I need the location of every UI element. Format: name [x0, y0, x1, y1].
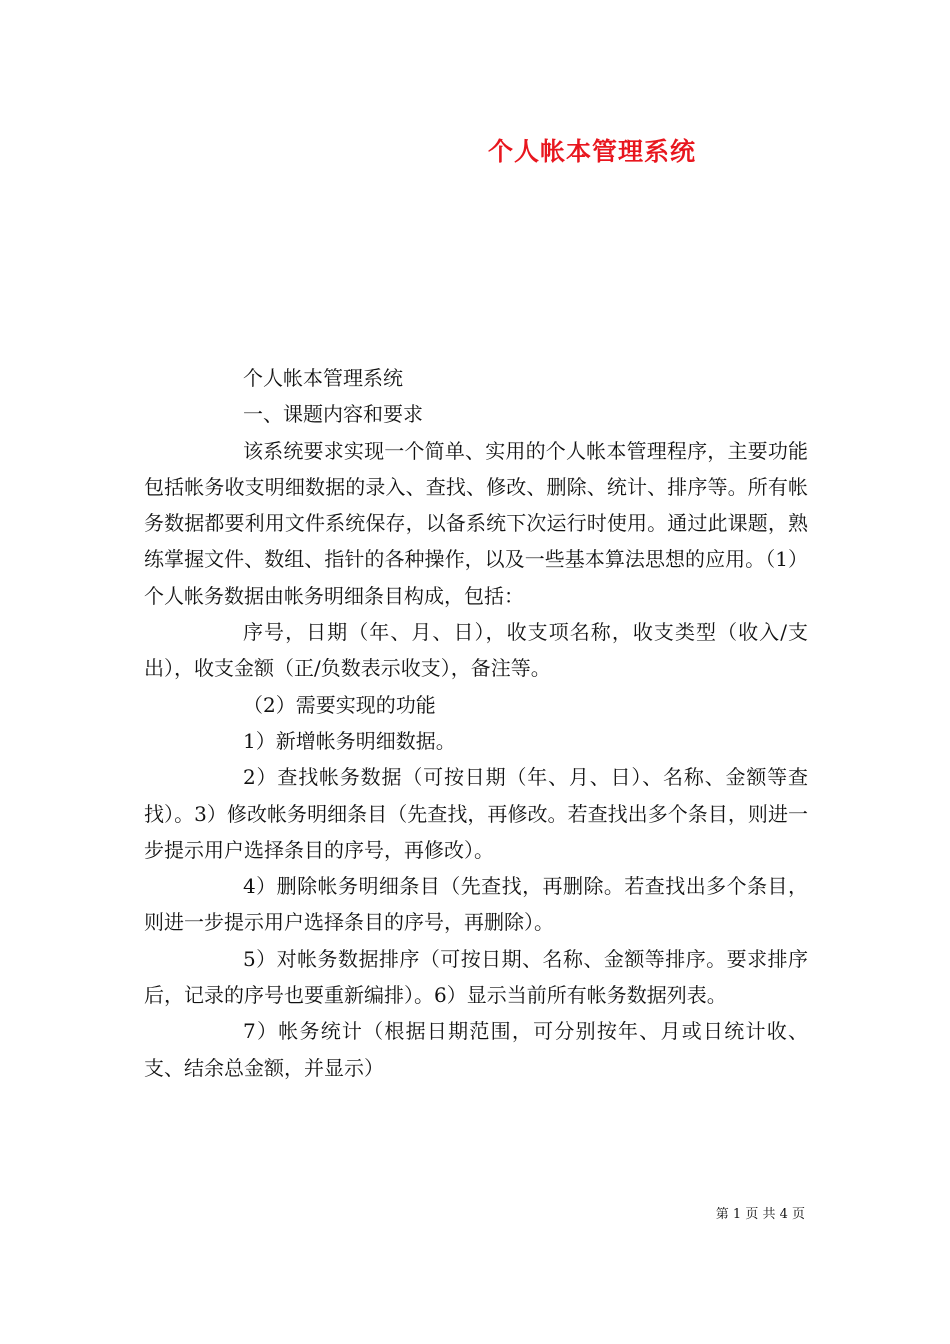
paragraph-function-7: 7）帐务统计（根据日期范围，可分别按年、月或日统计收、支、结余总金额，并显示） — [144, 1019, 808, 1080]
paragraph-section-title: 一、课题内容和要求 — [243, 402, 423, 427]
paragraph-description: 该系统要求实现一个简单、实用的个人帐本管理程序，主要功能包括帐务收支明细数据的录入、查找、修改、删除、统计、排序等。所有帐务数据都要利用文件系统保存，以备系统下次运行时使用。通过此课题，熟练掌握文件、数组、指针的各种操作，以及一些基本算法思想的应用。（1）个人帐务数据由帐务明细条目构成，包括： — [144, 438, 808, 608]
paragraph-function-2-3: 2）查找帐务数据（可按日期（年、月、日）、名称、金额等查找）。3）修改帐务明细条目（先查找，再修改。若查找出多个条目，则进一步提示用户选择条目的序号，再修改）。 — [144, 765, 808, 862]
document-title: 个人帐本管理系统 — [488, 137, 697, 166]
paragraph-function-4: 4）删除帐务明细条目（先查找，再删除。若查找出多个条目，则进一步提示用户选择条目的序号，再删除）。 — [144, 874, 808, 935]
paragraph-function-1: 1）新增帐务明细数据。 — [243, 728, 456, 753]
paragraph-fields: 序号，日期（年、月、日），收支项名称，收支类型（收入/支出），收支金额（正/负数表示收支），备注等。 — [144, 620, 808, 681]
paragraph-functions-title: （2）需要实现的功能 — [243, 692, 436, 717]
document-body — [144, 360, 808, 1086]
paragraph-heading: 个人帐本管理系统 — [243, 366, 403, 390]
paragraph-function-5-6: 5）对帐务数据排序（可按日期、名称、金额等排序。要求排序后，记录的序号也要重新编排）。6）显示当前所有帐务数据列表。 — [144, 946, 808, 1008]
page-number-footer: 第 1 页 共 4 页 — [715, 1207, 805, 1222]
